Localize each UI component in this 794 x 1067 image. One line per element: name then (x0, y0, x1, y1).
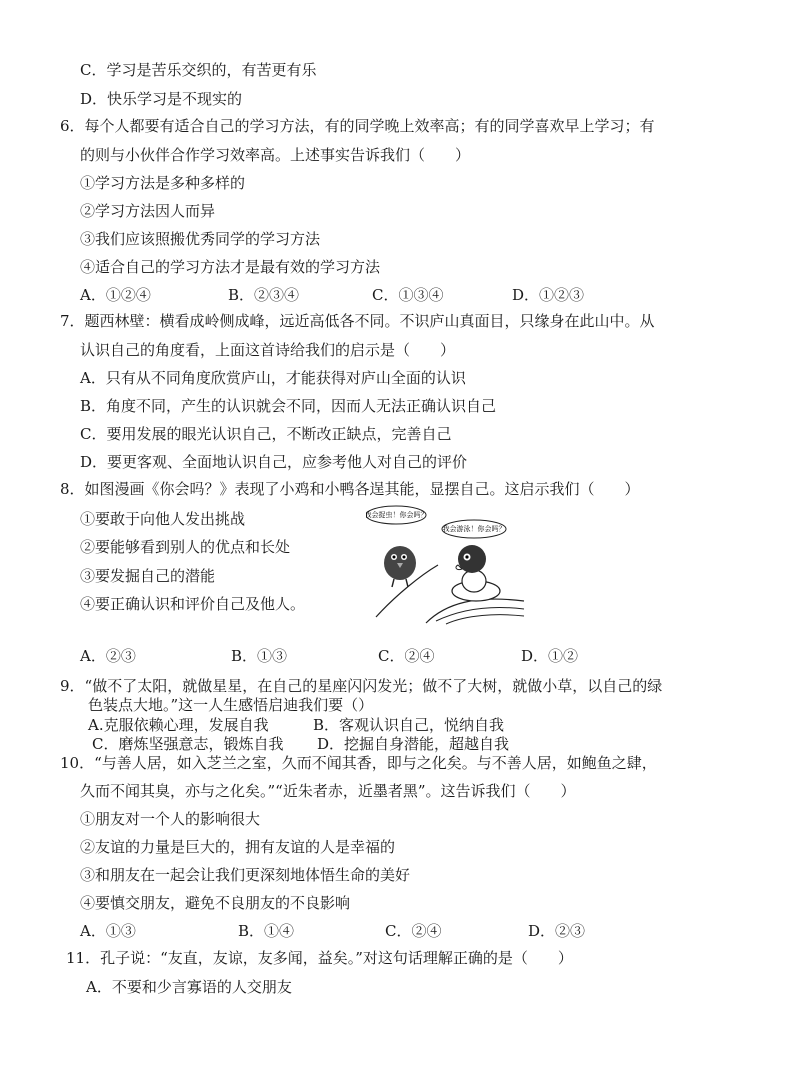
q6-item-4: ④适合自己的学习方法才是最有效的学习方法 (80, 258, 381, 276)
q6-choice-d: D．①②③ (512, 286, 585, 304)
q6-stem-line2: 的则与小伙伴合作学习效率高。上述事实告诉我们（ ） (80, 146, 471, 164)
q10-item-3: ③和朋友在一起会让我们更深刻地体悟生命的美好 (80, 866, 411, 884)
q9-option-d: D．挖掘自身潜能，超越自我 (317, 735, 510, 753)
q9-option-a: A.克服依赖心理，发展自我 (88, 716, 269, 734)
q7-option-a: A．只有从不同角度欣赏庐山，才能获得对庐山全面的认识 (80, 369, 466, 387)
bubble-chick-text: 我会捉虫！你会吗？ (366, 511, 428, 519)
q11-option-a: A．不要和少言寡语的人交朋友 (86, 978, 292, 996)
q5-option-c: C．学习是苦乐交织的，有苦更有乐 (80, 61, 317, 79)
q9-option-c: C．磨炼坚强意志，锻炼自我 (92, 735, 284, 753)
q6-choice-c: C．①③④ (372, 286, 444, 304)
q10-choice-a: A．①③ (80, 922, 136, 940)
q6-choice-b: B．②③④ (228, 286, 300, 304)
q6-choice-a: A．①②④ (80, 286, 151, 304)
q10-choice-d: D．②③ (528, 922, 586, 940)
cartoon-illustration (366, 505, 526, 625)
q10-item-1: ①朋友对一个人的影响很大 (80, 810, 261, 828)
q8-choice-d: D．①② (521, 647, 579, 665)
q8-stem: 8．如图漫画《你会吗？》表现了小鸡和小鸭各逞其能，显摆自己。这启示我们（ ） (60, 480, 640, 498)
q7-stem-line2: 认识自己的角度看，上面这首诗给我们的启示是（ ） (80, 341, 456, 359)
q7-stem-line1: 7．题西林壁：横看成岭侧成峰，远近高低各不同。不识庐山真面目，只缘身在此山中。从 (60, 312, 655, 330)
q6-item-3: ③我们应该照搬优秀同学的学习方法 (80, 230, 321, 248)
q6-stem-line1: 6．每个人都要有适合自己的学习方法，有的同学晚上效率高；有的同学喜欢早上学习；有 (60, 117, 655, 135)
bubble-duck-text: 我会游泳！你会吗？ (442, 525, 506, 533)
q9-option-b: B．客观认识自己，悦纳自我 (313, 716, 505, 734)
q10-choice-c: C．②④ (385, 922, 442, 940)
q6-item-2: ②学习方法因人而异 (80, 202, 216, 220)
q10-stem-line1: 10．“与善人居，如入芝兰之室，久而不闻其香，即与之化矣。与不善人居，如鲍鱼之肆， (60, 754, 657, 772)
q5-option-d: D．快乐学习是不现实的 (80, 90, 243, 108)
q10-choice-b: B．①④ (238, 922, 295, 940)
chick-figure (384, 546, 416, 587)
q9-stem-line2: 色装点大地。”这一人生感悟启迪我们要（） (88, 696, 374, 714)
q8-item-3: ③要发掘自己的潜能 (80, 567, 216, 585)
q10-item-2: ②友谊的力量是巨大的，拥有友谊的人是幸福的 (80, 838, 396, 856)
q8-item-2: ②要能够看到别人的优点和长处 (80, 538, 291, 556)
q10-item-4: ④要慎交朋友，避免不良朋友的不良影响 (80, 894, 351, 912)
q7-option-d: D．要更客观、全面地认识自己，应参考他人对自己的评价 (80, 453, 468, 471)
q10-stem-line2: 久而不闻其臭，亦与之化矣。”“近朱者赤，近墨者黑”。这告诉我们（ ） (80, 782, 576, 800)
q9-stem-line1: 9．“做不了太阳，就做星星，在自己的星座闪闪发光；做不了大树，就做小草，以自己的绿 (60, 677, 663, 695)
q8-choice-a: A．②③ (80, 647, 136, 665)
q8-item-1: ①要敢于向他人发出挑战 (80, 510, 246, 528)
q6-item-1: ①学习方法是多种多样的 (80, 174, 246, 192)
q11-stem: 11．孔子说：“友直，友谅，友多闻，益矣。”对这句话理解正确的是（ ） (66, 949, 573, 967)
q7-option-b: B．角度不同，产生的认识就会不同，因而人无法正确认识自己 (80, 397, 497, 415)
q7-option-c: C．要用发展的眼光认识自己，不断改正缺点，完善自己 (80, 425, 452, 443)
duck-figure (452, 545, 500, 601)
q8-choice-b: B．①③ (231, 647, 288, 665)
q8-choice-c: C．②④ (378, 647, 435, 665)
q8-item-4: ④要正确认识和评价自己及他人。 (80, 595, 306, 613)
